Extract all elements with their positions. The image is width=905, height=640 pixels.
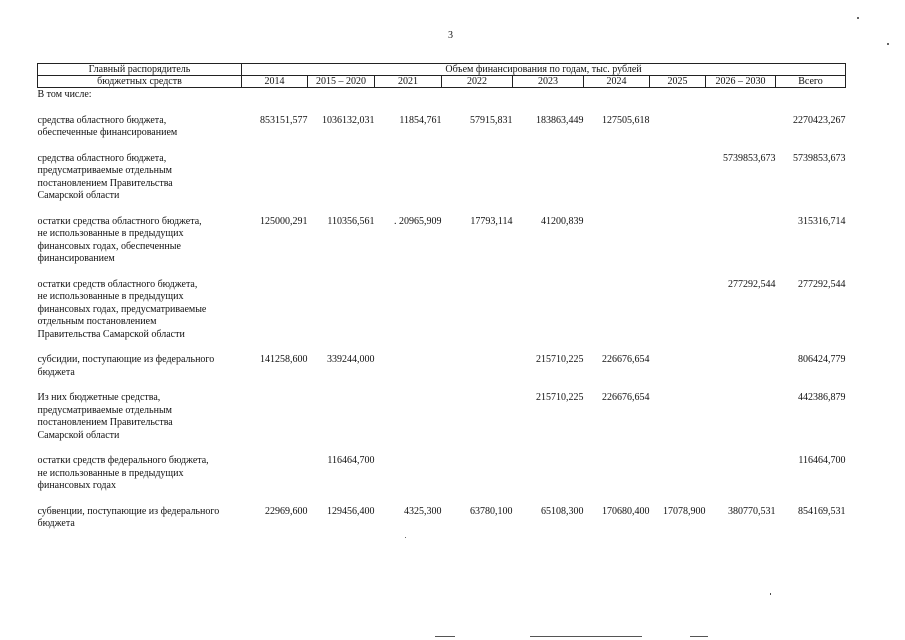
row-label-line: предусматриваемые отдельным (37, 165, 173, 176)
table-row (38, 279, 846, 342)
table-row (38, 506, 846, 531)
table-row (38, 455, 846, 493)
scan-speck (405, 537, 406, 538)
row-value: 127505,618 (602, 114, 650, 126)
scan-speck (887, 43, 889, 45)
row-value (650, 216, 706, 266)
budget-table (37, 63, 846, 531)
row-value: 380770,531 (728, 505, 776, 517)
row-label-line: отдельным постановлением (37, 316, 157, 327)
row-label-line: бюджета (37, 518, 75, 529)
row-value (242, 392, 308, 442)
row-value (584, 279, 650, 342)
row-value: 277292,544 (728, 278, 776, 290)
row-value (513, 153, 584, 203)
row-label-line: не использованные в предыдущих (37, 291, 184, 302)
row-label-line: остатки средств областного бюджета, (37, 278, 198, 290)
table-body (38, 88, 846, 531)
row-label-line: бюджета (37, 366, 75, 378)
row-value: 215710,225 (536, 354, 584, 365)
row-total: 442386,879 (798, 392, 846, 403)
row-label-line: постановлением Правительства (37, 177, 173, 189)
row-value: 41200,839 (541, 215, 584, 227)
page-number: 3 (448, 30, 453, 41)
header-label-line1: Главный распорядитель (38, 64, 242, 76)
row-label-line: не использованные в предыдущих (37, 228, 184, 239)
row-label (38, 455, 242, 493)
scan-speck (857, 17, 859, 19)
row-label-line: обеспеченные финансированием (37, 127, 178, 138)
row-label (38, 216, 242, 266)
row-value (706, 455, 776, 493)
row-value: 116464,700 (327, 455, 375, 466)
row-value (308, 153, 375, 203)
row-value (584, 216, 650, 266)
row-total: 806424,779 (798, 354, 846, 365)
row-value (442, 354, 513, 379)
row-value: . 20965,909 (394, 215, 442, 227)
table-row (38, 153, 846, 203)
scan-artifact-line (530, 636, 642, 637)
row-value: 5739853,673 (723, 152, 776, 164)
row-value: 63780,100 (470, 505, 513, 517)
year-header: 2015 – 2020 (308, 76, 375, 88)
row-label-line: предусматриваемые отдельным (37, 404, 173, 416)
row-value: 170680,400 (602, 505, 650, 517)
row-value (375, 354, 442, 379)
row-value (706, 115, 776, 140)
table-row (38, 354, 846, 379)
header-group-title: Объем финансирования по годам, тыс. рублей (242, 64, 846, 76)
row-value: 17793,114 (470, 215, 513, 227)
row-label (38, 506, 242, 531)
row-label-line: субвенции, поступающие из федерального (37, 505, 220, 517)
row-label-line: Из них бюджетные средства, (37, 392, 161, 403)
row-value (442, 279, 513, 342)
year-header: 2023 (513, 76, 584, 88)
row-value (442, 392, 513, 442)
scan-artifact-line (690, 636, 708, 637)
row-label (38, 392, 242, 442)
row-label-line: не использованные в предыдущих (37, 467, 184, 479)
row-value (308, 279, 375, 342)
row-total: 2270423,267 (793, 114, 846, 126)
row-value (650, 455, 706, 493)
row-value (706, 354, 776, 379)
row-value: 853151,577 (260, 114, 308, 126)
year-header: 2024 (584, 76, 650, 88)
row-value: 183863,449 (536, 114, 584, 126)
row-label-line: финансированием (37, 253, 115, 264)
subheading: В том числе: (37, 89, 92, 100)
row-value (513, 455, 584, 493)
header-row-2 (38, 76, 846, 88)
year-header: 2022 (442, 76, 513, 88)
row-label-line: Правительства Самарской области (37, 328, 185, 340)
row-value: 4325,300 (404, 505, 442, 517)
row-value (650, 279, 706, 342)
row-value (650, 153, 706, 203)
row-value: 129456,400 (327, 505, 375, 517)
scan-speck (770, 593, 771, 595)
year-header: 2025 (650, 76, 706, 88)
row-value: 226676,654 (602, 354, 650, 365)
row-label-line: финансовых годах, предусматриваемые (37, 303, 207, 315)
row-value (375, 455, 442, 493)
row-value (584, 455, 650, 493)
row-label-line: остатки средства областного бюджета, (37, 215, 202, 227)
row-label (38, 153, 242, 203)
row-value (650, 392, 706, 442)
row-label-line: средства областного бюджета, (37, 152, 167, 164)
row-total: 116464,700 (798, 455, 846, 466)
row-value: 110356,561 (327, 215, 375, 227)
row-total: 315316,714 (798, 215, 846, 227)
year-header: 2026 – 2030 (706, 76, 776, 88)
row-value: 339244,000 (327, 354, 375, 365)
row-label (38, 279, 242, 342)
row-total: 277292,544 (798, 278, 846, 290)
row-value (242, 153, 308, 203)
row-label-line: финансовых годах (37, 480, 116, 491)
row-value (584, 153, 650, 203)
row-value: 226676,654 (602, 392, 650, 403)
row-value: 57915,831 (470, 114, 513, 126)
year-header: 2021 (375, 76, 442, 88)
header-row-1 (38, 64, 846, 76)
row-value (442, 455, 513, 493)
row-value (650, 354, 706, 379)
row-label-line: средства областного бюджета, (37, 114, 167, 126)
row-label (38, 115, 242, 140)
row-label (38, 354, 242, 379)
row-total: 854169,531 (798, 505, 846, 517)
row-total: 5739853,673 (793, 152, 846, 164)
table-row (38, 216, 846, 266)
row-value (513, 279, 584, 342)
row-value (442, 153, 513, 203)
row-value (242, 279, 308, 342)
row-value (706, 216, 776, 266)
row-value: 215710,225 (536, 392, 584, 403)
scan-artifact-line (435, 636, 455, 637)
row-label-line: Самарской области (37, 190, 120, 201)
row-label-line: финансовых годах, обеспеченные (37, 240, 181, 252)
table-row (38, 115, 846, 140)
row-label-line: остатки средств федерального бюджета, (37, 455, 209, 466)
subheading-row (38, 88, 846, 102)
row-value (375, 392, 442, 442)
year-header: 2014 (242, 76, 308, 88)
row-value (706, 392, 776, 442)
row-value (308, 392, 375, 442)
row-value: 65108,300 (541, 505, 584, 517)
row-value: 22969,600 (265, 505, 308, 517)
row-value: 125000,291 (260, 215, 308, 227)
row-value: 17078,900 (663, 505, 706, 517)
total-header: Всего (776, 76, 846, 88)
row-value (242, 455, 308, 493)
table-row (38, 392, 846, 442)
row-label-line: постановлением Правительства (37, 417, 173, 428)
row-value (375, 279, 442, 342)
header-label-line2: бюджетных средств (38, 76, 242, 88)
row-value: 11854,761 (399, 114, 442, 126)
row-value: 141258,600 (260, 354, 308, 365)
row-label-line: субсидии, поступающие из федерального (37, 354, 215, 365)
row-value: 1036132,031 (322, 114, 375, 126)
row-value (650, 115, 706, 140)
row-label-line: Самарской области (37, 429, 120, 441)
row-value (375, 153, 442, 203)
